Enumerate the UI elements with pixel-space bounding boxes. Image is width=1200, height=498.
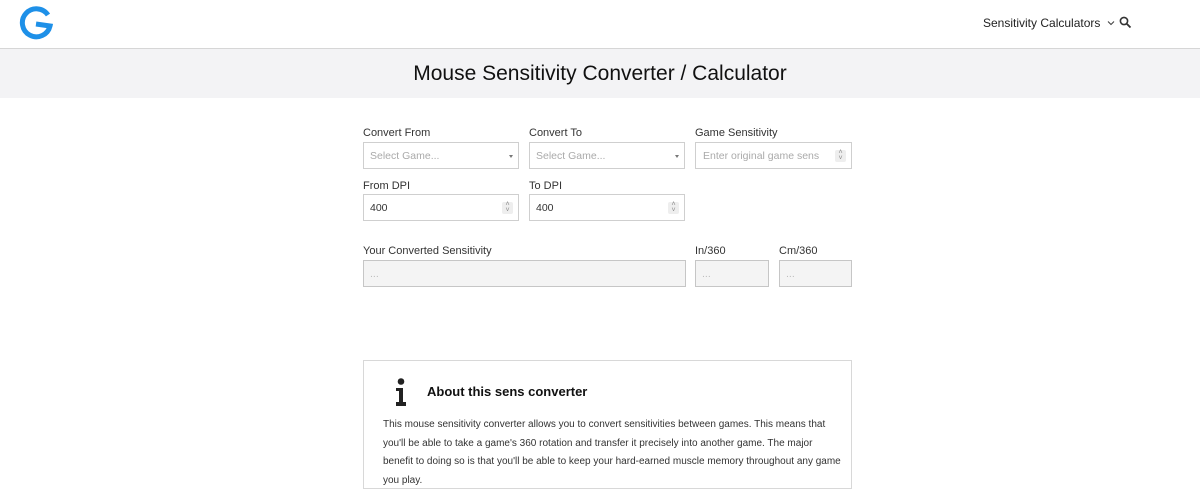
game-sensitivity-label: Game Sensitivity: [695, 127, 778, 139]
converted-sensitivity-label: Your Converted Sensitivity: [363, 245, 492, 257]
cm360-label: Cm/360: [779, 245, 818, 257]
page-title: Mouse Sensitivity Converter / Calculator: [413, 61, 787, 85]
page-title-banner: [0, 49, 1200, 98]
logo-icon[interactable]: [18, 6, 54, 42]
cm360-output[interactable]: [779, 260, 852, 287]
converted-sensitivity-output[interactable]: [363, 260, 686, 287]
about-body: This mouse sensitivity converter allows you to convert sensitivities between games. This means that you'll be able to take a game's 360 rotation and transfer it precisely into another game. The major benefit to doing so is that you'll be able to keep your hard-earned muscle memory throughout any game you play.: [383, 419, 841, 486]
convert-from-label: Convert From: [363, 127, 431, 139]
to-dpi-input[interactable]: [529, 194, 685, 221]
nav-sensitivity-calculators[interactable]: [983, 16, 1115, 30]
convert-to-select[interactable]: [529, 142, 685, 169]
game-sensitivity-input[interactable]: [695, 142, 852, 169]
chevron-down-icon: [1107, 19, 1115, 27]
cm360-value: ...: [786, 267, 795, 280]
site-header: [0, 0, 1200, 49]
convert-to-placeholder: Select Game...: [536, 149, 606, 162]
in360-label: In/360: [695, 245, 726, 257]
converted-sensitivity-value: ...: [370, 267, 379, 280]
dropdown-caret-icon: [675, 155, 679, 158]
from-dpi-input[interactable]: [363, 194, 519, 221]
convert-from-select[interactable]: [363, 142, 519, 169]
number-spinner-icon[interactable]: ˄ ˅: [835, 150, 846, 162]
about-title: About this sens converter: [427, 384, 588, 399]
about-box: [363, 360, 852, 489]
from-dpi-value: 400: [370, 201, 388, 214]
number-spinner-icon[interactable]: ˄ ˅: [502, 202, 513, 214]
info-icon: [395, 378, 407, 406]
nav-label: Sensitivity Calculators: [983, 16, 1101, 30]
in360-value: ...: [702, 267, 711, 280]
convert-to-label: Convert To: [529, 127, 582, 139]
number-spinner-icon[interactable]: ˄ ˅: [668, 202, 679, 214]
from-dpi-label: From DPI: [363, 180, 411, 192]
to-dpi-value: 400: [536, 201, 554, 214]
search-icon[interactable]: [1119, 16, 1132, 29]
to-dpi-label: To DPI: [529, 180, 563, 192]
game-sensitivity-placeholder: Enter original game sens: [703, 149, 820, 162]
in360-output[interactable]: [695, 260, 769, 287]
dropdown-caret-icon: [509, 155, 513, 158]
convert-from-placeholder: Select Game...: [370, 149, 440, 162]
